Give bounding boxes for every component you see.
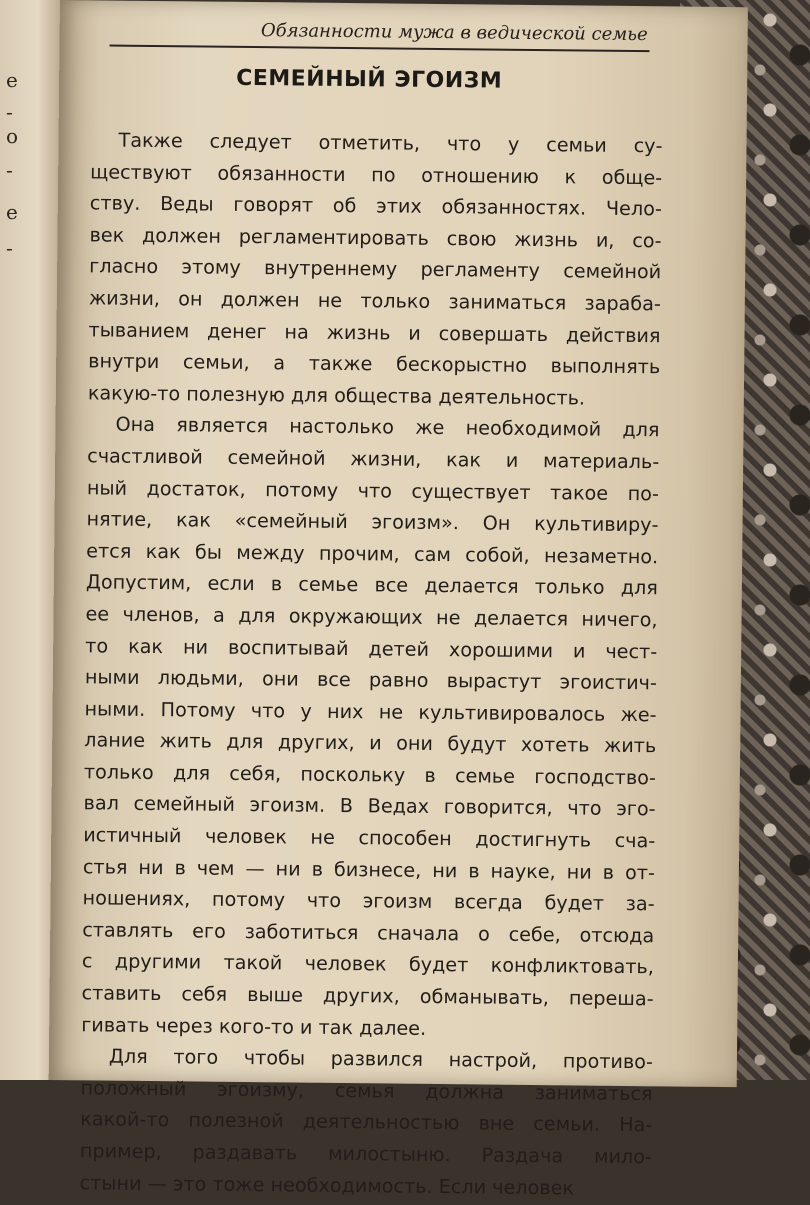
text-line: ставлять его заботиться сначала о себе, отсюда [82, 918, 655, 948]
paragraph [88, 124, 663, 414]
text-line: Для того чтобы развился настрой, противо- [108, 1044, 654, 1074]
text-line: какой-то полезной деятельностью вне семьи. На- [80, 1107, 653, 1137]
text-line: только для себя, поскольку в семье господство- [83, 760, 657, 790]
chapter-title: СЕМЕЙНЫЙ ЭГОИЗМ [236, 65, 503, 94]
text-line: лание жить для других, и они будут хотеть жить [84, 728, 657, 758]
text-line: вал семейный эгоизм. В Ведах говорится, что эго- [83, 791, 656, 821]
text-line: стья ни в чем — ни в бизнесе, ни в науке, ни в от- [82, 854, 656, 884]
header-rule [110, 45, 650, 53]
text-line: ный достаток, потому что существует такое по- [86, 475, 659, 505]
text-line: какую-то полезную для общества деятельность. [87, 381, 586, 410]
text-line: ее членов, а для окружающих не делается ничего, [85, 602, 658, 632]
paragraph [81, 409, 660, 1047]
text-line: ными людьми, они все равно вырастут эгоистич- [84, 665, 658, 695]
text-line: гивать через кого-то и так далее. [81, 1012, 427, 1040]
text-line: ными. Потому что у них не культивировалось же- [84, 696, 657, 726]
previous-page-glyph: о [6, 124, 19, 148]
text-line: Допустим, если в семье все делается только для [85, 570, 658, 600]
running-head: Обязанности мужа в ведической семье [260, 20, 648, 46]
text-line: ношениях, потому что эгоизм всегда будет за- [82, 886, 655, 916]
text-line: то как ни воспитывай детей хорошими и чест- [85, 633, 658, 663]
paragraph [79, 1040, 653, 1204]
text-line: ется как бы между прочим, сам собой, незаметно. [86, 539, 659, 569]
body-text [79, 124, 662, 1204]
text-line: пример, раздавать милостыню. Раздача мило- [79, 1139, 653, 1169]
text-line: гласно этому внутреннему регламенту семейной [89, 254, 662, 284]
text-line: внутри семьи, а также бескорыстно выполнять [88, 349, 661, 379]
text-line: ществуют обязанности по отношению к обще- [90, 159, 663, 189]
text-line: Она является настолько же необходимой для [115, 412, 660, 442]
text-line: положный эгоизму, семья должна заниматься [80, 1076, 653, 1106]
text-line: истичный человек не способен достигнуть сча- [83, 823, 656, 853]
previous-page-glyph: е [6, 200, 18, 224]
text-line: ставить себя выше других, обманывать, переша- [81, 981, 654, 1011]
text-line: тыванием денег на жизнь и совершать действия [88, 317, 661, 347]
text-line: ству. Веды говорят об этих обязанностях. Чело- [89, 191, 662, 221]
previous-page-glyph: - [6, 158, 13, 182]
text-line: счастливой семейной жизни, как и материаль- [87, 444, 660, 474]
previous-page-glyph: е [6, 68, 18, 92]
book-page [49, 0, 748, 1200]
text-line: век должен регламентировать свою жизнь и, со- [89, 223, 662, 253]
text-line: жизни, он должен не только заниматься зараба- [88, 286, 661, 316]
text-line: Также следует отметить, что у семьи су- [118, 128, 663, 158]
text-line: нятие, как «семейный эгоизм». Он культивиру- [86, 507, 659, 537]
text-line: с другими такой человек будет конфликтовать, [81, 949, 655, 979]
text-line: стыни — это тоже необходимость. Если человек [79, 1170, 575, 1200]
previous-page-glyph: - [6, 236, 13, 260]
previous-page-glyph: - [6, 100, 13, 124]
